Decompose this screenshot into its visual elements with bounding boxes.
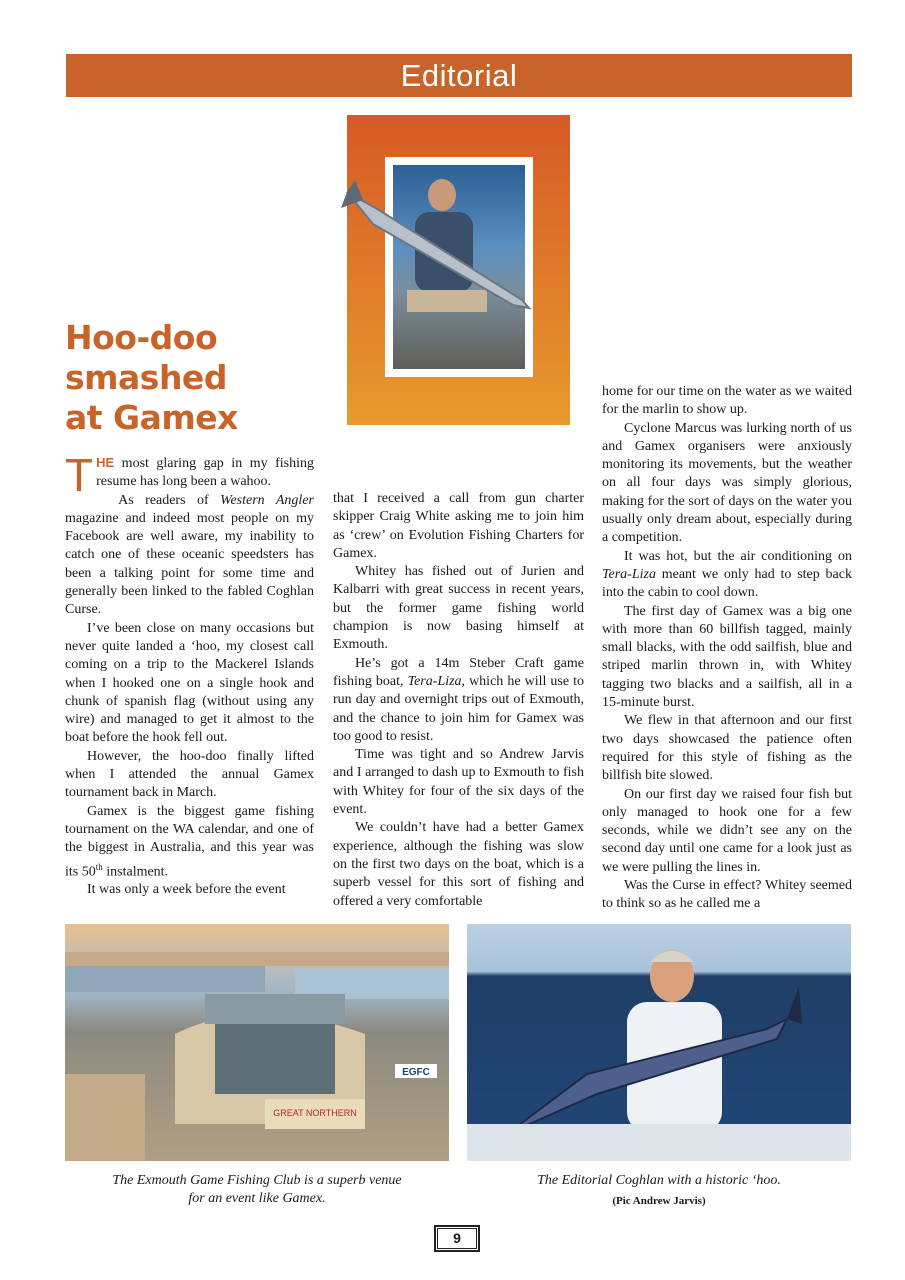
paragraph: Time was tight and so Andrew Jarvis and I arranged to dash up to Exmouth to fish with Whitey for four of the six days of the event. bbox=[333, 747, 584, 818]
wahoo-photo-caption: The Editorial Coghlan with a historic ‘hoo. bbox=[537, 1173, 781, 1188]
paragraph: We flew in that afternoon and our first two days showcased the patience often required for this style of fishing as the billfish bite slowed. bbox=[602, 713, 852, 784]
paragraph: Whitey has fished out of Jurien and Kalbarri with great success in recent years, but the former game fishing world champion is now basing himself at Exmouth. bbox=[333, 564, 584, 653]
venue-aerial-illustration bbox=[65, 924, 449, 1161]
paragraph: I’ve been close on many occasions but never quite landed a ‘hoo, my closest call coming on a trip to the Mackerel Islands when I hooked one on a single hook and chunk of spanish flag (without using any wire) and managed to get it almost to the boat before the hook fell out. bbox=[65, 620, 314, 746]
article-column-3 bbox=[602, 383, 852, 914]
author-portrait bbox=[347, 115, 570, 425]
paragraph: On our first day we raised four fish but only managed to hook one for a few seconds, while we didn’t see any on the second day until one came for a look just as we were pulling the lines in. bbox=[602, 786, 852, 875]
article-column-1 bbox=[65, 449, 314, 900]
paragraph-text: meant we only had to step back into the cabin to cool down. bbox=[602, 566, 852, 601]
club-photo-caption bbox=[65, 1172, 449, 1208]
paragraph-text: most glaring gap in my fishing resume has long been a wahoo. bbox=[96, 456, 314, 490]
paragraph: We couldn’t have had a better Gamex experience, although the fishing was slow on the first two days on the boat, which is a superb vessel for this sort of fishing and offered a very comfortable bbox=[333, 820, 584, 909]
boat-name: Tera-Liza bbox=[602, 566, 656, 582]
paragraph-text: instalment. bbox=[102, 864, 169, 880]
headline-line-3: at Gamex bbox=[65, 398, 238, 437]
paragraph: The first day of Gamex was a big one with more than 60 billfish tagged, mainly small blacks, with the odd sailfish, blue and striped marlin thrown in, with Whitey tagging two blacks and a sailfish, all in a 15-minute burst. bbox=[602, 603, 852, 711]
paragraph: that I received a call from gun charter skipper Craig White asking me to join him as ‘crew’ on Evolution Fishing Charters for Gamex. bbox=[333, 491, 584, 561]
headline-line-1: Hoo-doo bbox=[65, 318, 218, 357]
magazine-title: Western Angler bbox=[220, 492, 314, 508]
paragraph: Cyclone Marcus was lurking north of us and Gamex organisers were anxiously monitoring its movements, but the weather on all four days was simply glorious, making for the sort of days on the water you usually only dream about, especially during a competition. bbox=[602, 420, 852, 546]
headline-line-2: smashed bbox=[65, 358, 227, 397]
paragraph-text: It was hot, but the air conditioning on bbox=[624, 548, 852, 564]
caption-line-2: for an event like Gamex. bbox=[188, 1191, 326, 1206]
page-number: 9 bbox=[434, 1225, 480, 1252]
boat-name: Tera-Liza bbox=[407, 673, 462, 689]
paragraph bbox=[602, 548, 852, 603]
paragraph bbox=[333, 655, 584, 746]
wahoo-illustration bbox=[467, 924, 851, 1161]
wahoo-catch-photo bbox=[467, 924, 851, 1161]
paragraph: home for our time on the water as we waited for the marlin to show up. bbox=[602, 384, 852, 418]
paragraph bbox=[65, 803, 314, 882]
section-title: Editorial bbox=[400, 58, 518, 93]
drop-cap: T bbox=[65, 449, 94, 501]
paragraph-text: He’s got a 14m Steber Craft game fishing boat, bbox=[333, 655, 584, 689]
paragraph-text: magazine and indeed most people on my Facebook are well aware, my inability to catch one of these oceanic speedsters has been a talking point for some time and generally been linked to the fabled Coghlan Curse. bbox=[65, 510, 314, 618]
paragraph bbox=[65, 492, 314, 620]
paragraph-text: , which he will use to run day and overnight trips out of Exmouth, and the chance to join him for Gamex was too good to resist. bbox=[333, 673, 584, 744]
paragraph: Was the Curse in effect? Whitey seemed to think so as he called me a bbox=[602, 878, 852, 912]
paragraph-text: Gamex is the biggest game fishing tournament on the WA calendar, and one of the biggest in Australia, and this year was its 50 bbox=[65, 803, 314, 880]
great-northern-sign: GREAT NORTHERN bbox=[273, 1108, 357, 1118]
ordinal-suffix: th bbox=[95, 861, 103, 872]
mackerel-illustration bbox=[307, 140, 567, 340]
paragraph: It was only a week before the event bbox=[87, 882, 286, 898]
paragraph: However, the hoo-doo finally lifted when I attended the annual Gamex tournament back in March. bbox=[65, 748, 314, 801]
section-banner bbox=[66, 54, 852, 97]
caption-line-1: The Exmouth Game Fishing Club is a superb venue bbox=[112, 1173, 402, 1188]
article-column-2 bbox=[333, 490, 584, 911]
lead-small-caps: HE bbox=[96, 455, 115, 470]
photo-credit: (Pic Andrew Jarvis) bbox=[612, 1195, 706, 1207]
egfc-sign: EGFC bbox=[402, 1067, 430, 1078]
club-venue-photo bbox=[65, 924, 449, 1161]
article-headline bbox=[65, 318, 325, 438]
paragraph-text: As readers of bbox=[118, 492, 221, 508]
